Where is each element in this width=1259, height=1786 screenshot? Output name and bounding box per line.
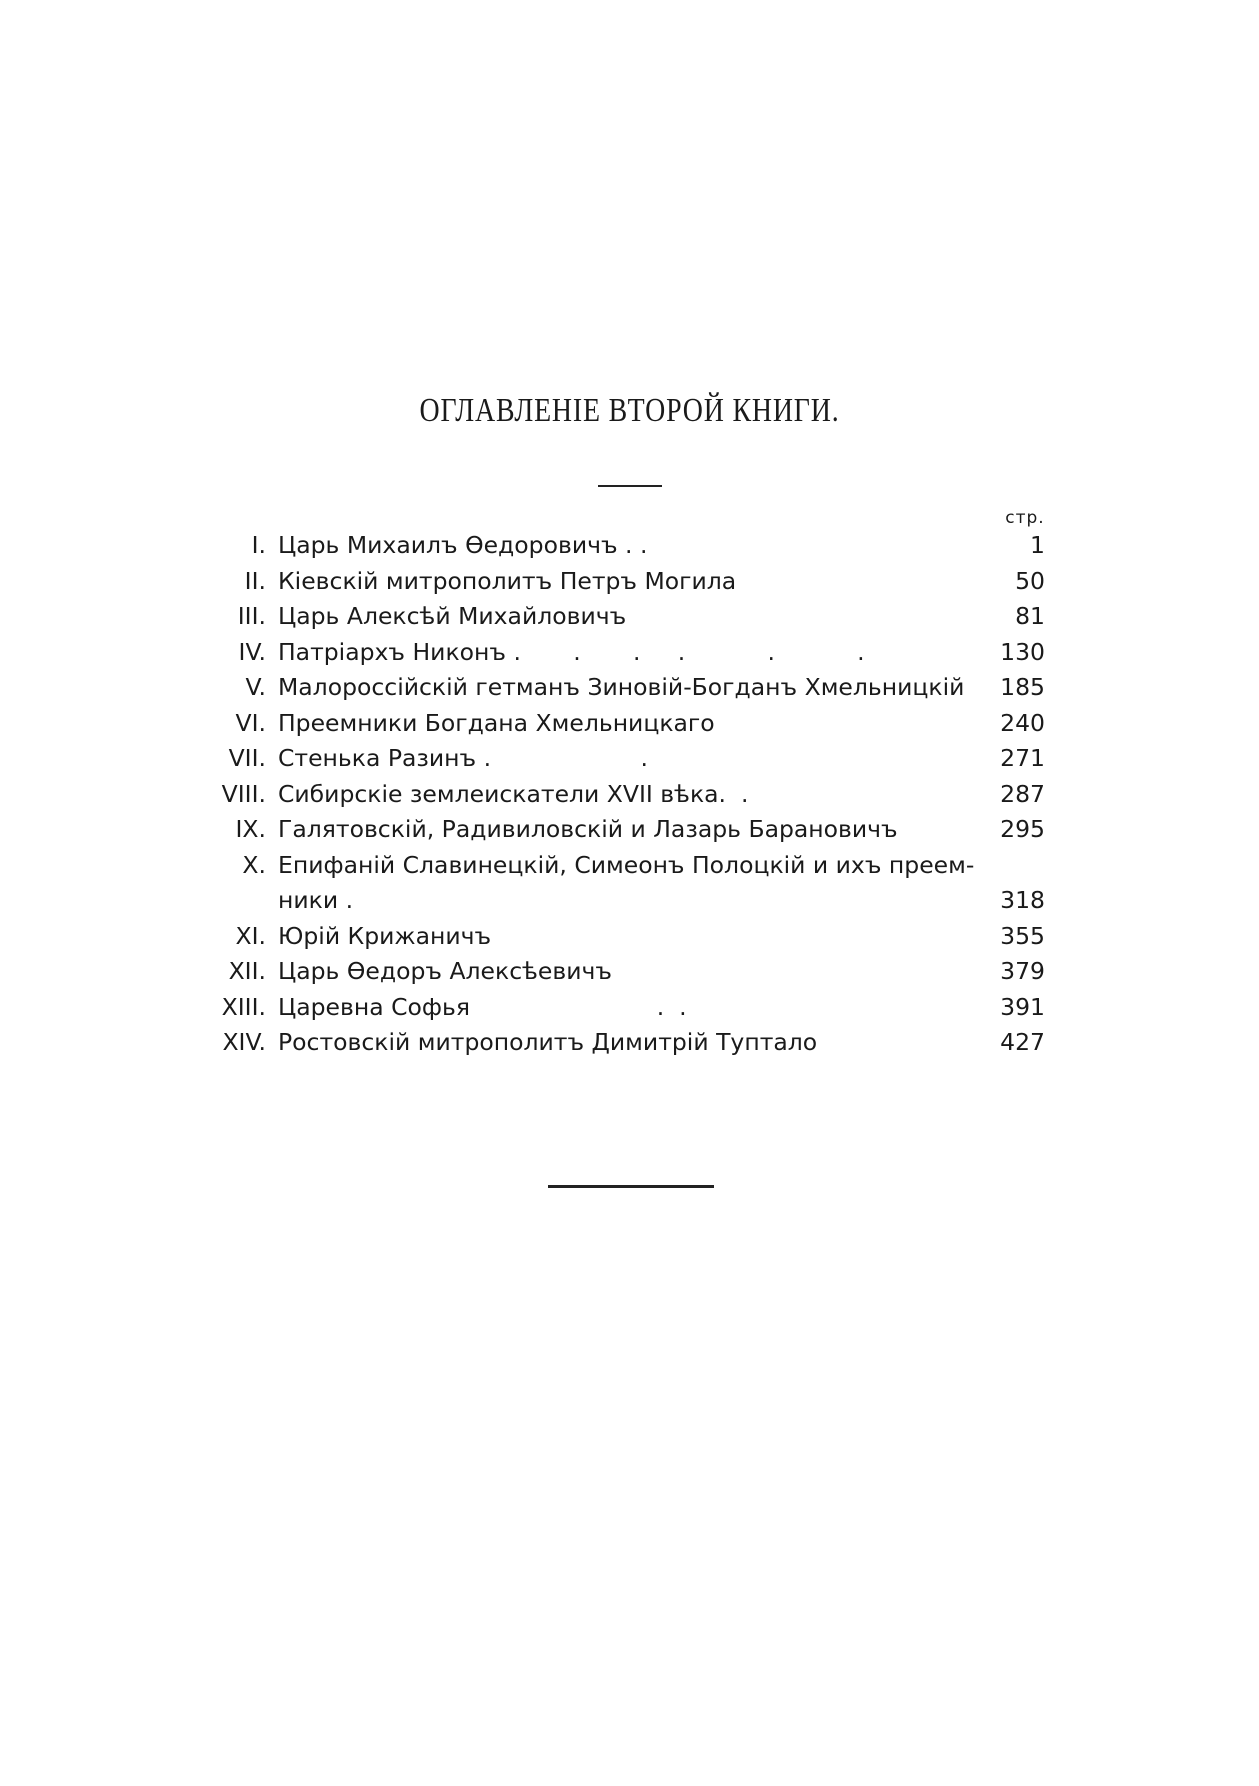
entry-number: VIII. xyxy=(221,779,266,808)
entry-title: Галятовскій, Радивиловскій и Лазарь Барановичъ xyxy=(278,815,898,843)
entry-title: Юрій Крижаничъ xyxy=(278,921,492,950)
entry-title: Ростовскій митрополитъ Димитрій Туптало xyxy=(278,1028,818,1056)
toc-entry-7 xyxy=(200,741,1060,777)
entry-page: 379 xyxy=(1000,957,1045,985)
entry-page: 1 xyxy=(1030,531,1045,559)
entry-page: 287 xyxy=(1000,779,1045,808)
entry-number: I. xyxy=(251,531,266,559)
entry-title: Епифаній Славинецкій, Симеонъ Полоцкій и ихъ преем-ники . xyxy=(278,850,975,914)
entry-number: V. xyxy=(245,673,266,701)
toc-entry-1 xyxy=(200,528,1060,564)
toc-entry-11 xyxy=(200,919,1060,955)
entry-title: Сибирскіе землеискатели XVII вѣка. . xyxy=(278,779,749,808)
toc-entry-14 xyxy=(200,1025,1060,1061)
entry-title: Царь Ѳедоръ Алексѣевичъ xyxy=(278,957,612,985)
entry-page: 240 xyxy=(1000,708,1045,737)
entry-page: 81 xyxy=(1015,602,1045,630)
entry-number: II. xyxy=(244,566,266,595)
entry-title: Кіевскій митрополитъ Петръ Могила xyxy=(278,566,737,595)
end-rule xyxy=(548,1185,714,1188)
entry-title: Патріархъ Никонъ . . . . . . xyxy=(278,637,865,666)
entry-title: Стенька Разинъ . . xyxy=(278,744,648,772)
entry-number: IV. xyxy=(238,637,266,666)
entry-title: Царь Михаилъ Ѳедоровичъ . . xyxy=(278,531,648,559)
entry-title: Малороссійскій гетманъ Зиновій-Богданъ Хмельницкій xyxy=(278,673,965,701)
toc-entry-3 xyxy=(200,599,1060,635)
toc-entry-13 xyxy=(200,990,1060,1026)
page-column-header: стр. xyxy=(1005,508,1045,528)
entry-number: XIV. xyxy=(222,1028,266,1056)
entry-number: XI. xyxy=(235,921,266,950)
entry-number: X. xyxy=(242,850,266,879)
toc-entry-9 xyxy=(200,812,1060,848)
entry-title: Царевна Софья . . xyxy=(278,992,687,1021)
entry-page: 50 xyxy=(1015,566,1045,595)
page-title: ОГЛАВЛЕНІЕ ВТОРОЙ КНИГИ. xyxy=(419,392,840,429)
toc-entry-5 xyxy=(200,670,1060,706)
entry-page: 185 xyxy=(1000,673,1045,701)
entry-page: 355 xyxy=(1000,921,1045,950)
entry-number: XII. xyxy=(228,957,266,985)
entry-number: IX. xyxy=(235,815,266,843)
entry-page: 271 xyxy=(1000,744,1045,772)
table-of-contents xyxy=(200,528,1060,1061)
toc-entry-10 xyxy=(200,848,1060,919)
entry-number: VII. xyxy=(228,744,266,772)
toc-entry-12 xyxy=(200,954,1060,990)
entry-page: 391 xyxy=(1000,992,1045,1021)
title-divider xyxy=(598,485,662,487)
entry-number: III. xyxy=(237,602,266,630)
entry-title: Преемники Богдана Хмельницкаго xyxy=(278,708,715,737)
toc-entry-2 xyxy=(200,564,1060,600)
entry-page: 130 xyxy=(1000,637,1045,666)
entry-page: 318 xyxy=(1000,886,1045,914)
toc-entry-6 xyxy=(200,706,1060,742)
toc-entry-8 xyxy=(200,777,1060,813)
entry-page: 427 xyxy=(1000,1028,1045,1056)
entry-number: VI. xyxy=(235,708,266,737)
entry-title: Царь Алексѣй Михайловичъ xyxy=(278,602,627,630)
entry-number: XIII. xyxy=(221,992,266,1021)
entry-page: 295 xyxy=(1000,815,1045,843)
toc-entry-4 xyxy=(200,635,1060,671)
